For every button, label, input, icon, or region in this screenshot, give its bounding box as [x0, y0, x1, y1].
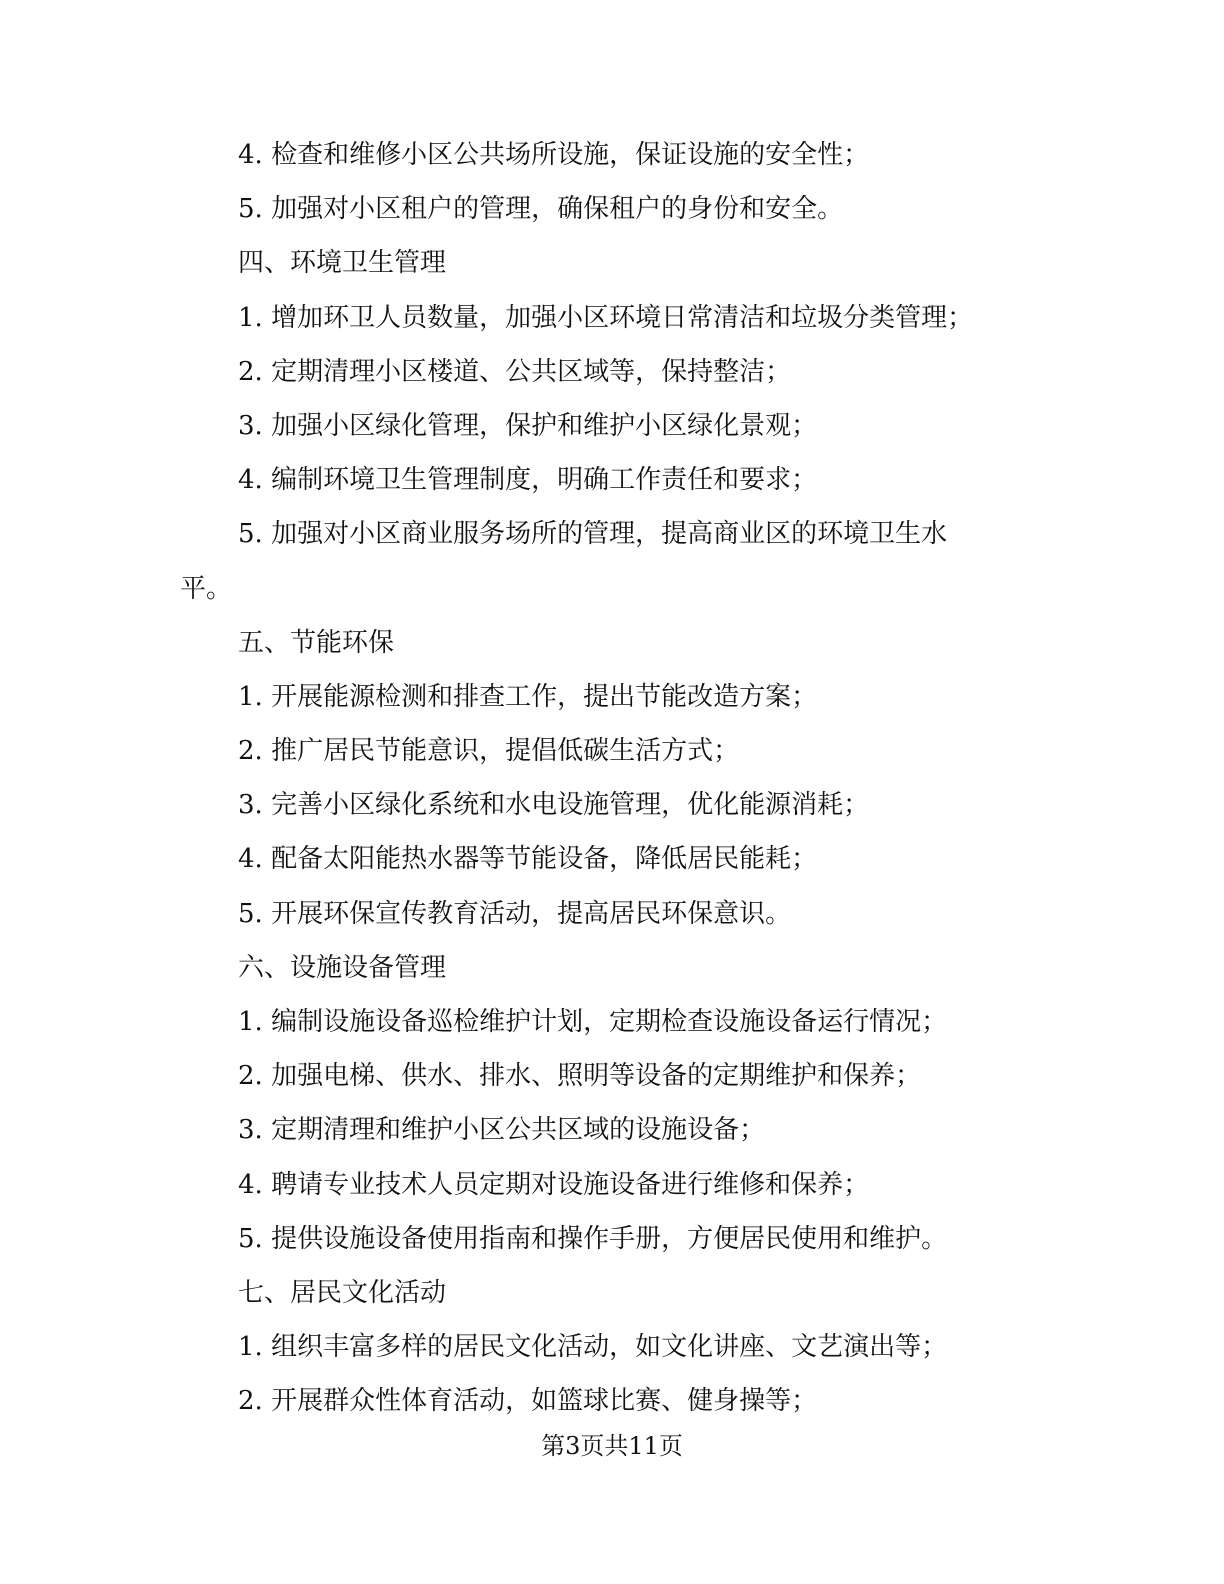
document-body [0, 128, 1224, 1429]
list-item: 5. 提供设施设备使用指南和操作手册，方便居民使用和维护。 [238, 1223, 948, 1254]
page-number-footer: 第3页共11页 [541, 1432, 683, 1460]
section-heading: 七、居民文化活动 [238, 1277, 447, 1308]
list-item: 5. 加强对小区租户的管理，确保租户的身份和安全。 [238, 194, 844, 225]
list-item: 2. 加强电梯、供水、排水、照明等设备的定期维护和保养； [238, 1061, 922, 1092]
list-item: 4. 编制环境卫生管理制度，明确工作责任和要求； [238, 465, 818, 496]
list-item: 5. 加强对小区商业服务场所的管理，提高商业区的环境卫生水 [238, 519, 948, 550]
section-heading: 四、环境卫生管理 [238, 248, 447, 279]
list-item: 1. 增加环卫人员数量，加强小区环境日常清洁和垃圾分类管理； [238, 302, 974, 333]
list-item: 5. 开展环保宣传教育活动，提高居民环保意识。 [238, 898, 792, 929]
list-item: 3. 加强小区绿化管理，保护和维护小区绿化景观； [238, 410, 818, 441]
list-item: 2. 定期清理小区楼道、公共区域等，保持整洁； [238, 356, 792, 387]
list-item: 3. 定期清理和维护小区公共区域的设施设备； [238, 1115, 766, 1146]
list-item: 1. 组织丰富多样的居民文化活动，如文化讲座、文艺演出等； [238, 1332, 948, 1363]
section-heading: 五、节能环保 [238, 627, 395, 658]
list-item: 2. 推广居民节能意识，提倡低碳生活方式； [238, 736, 740, 767]
list-item: 4. 检查和维修小区公共场所设施，保证设施的安全性； [238, 140, 870, 170]
section-heading: 六、设施设备管理 [238, 952, 447, 983]
list-item: 2. 开展群众性体育活动，如篮球比赛、健身操等； [238, 1386, 818, 1417]
list-item-continuation: 平。 [180, 573, 233, 604]
list-item: 4. 聘请专业技术人员定期对设施设备进行维修和保养； [238, 1169, 870, 1200]
list-item: 3. 完善小区绿化系统和水电设施管理，优化能源消耗； [238, 790, 870, 821]
list-item: 1. 编制设施设备巡检维护计划，定期检查设施设备运行情况； [238, 1007, 948, 1037]
list-item: 4. 配备太阳能热水器等节能设备，降低居民能耗； [238, 844, 818, 875]
list-item: 1. 开展能源检测和排查工作，提出节能改造方案； [238, 681, 818, 712]
